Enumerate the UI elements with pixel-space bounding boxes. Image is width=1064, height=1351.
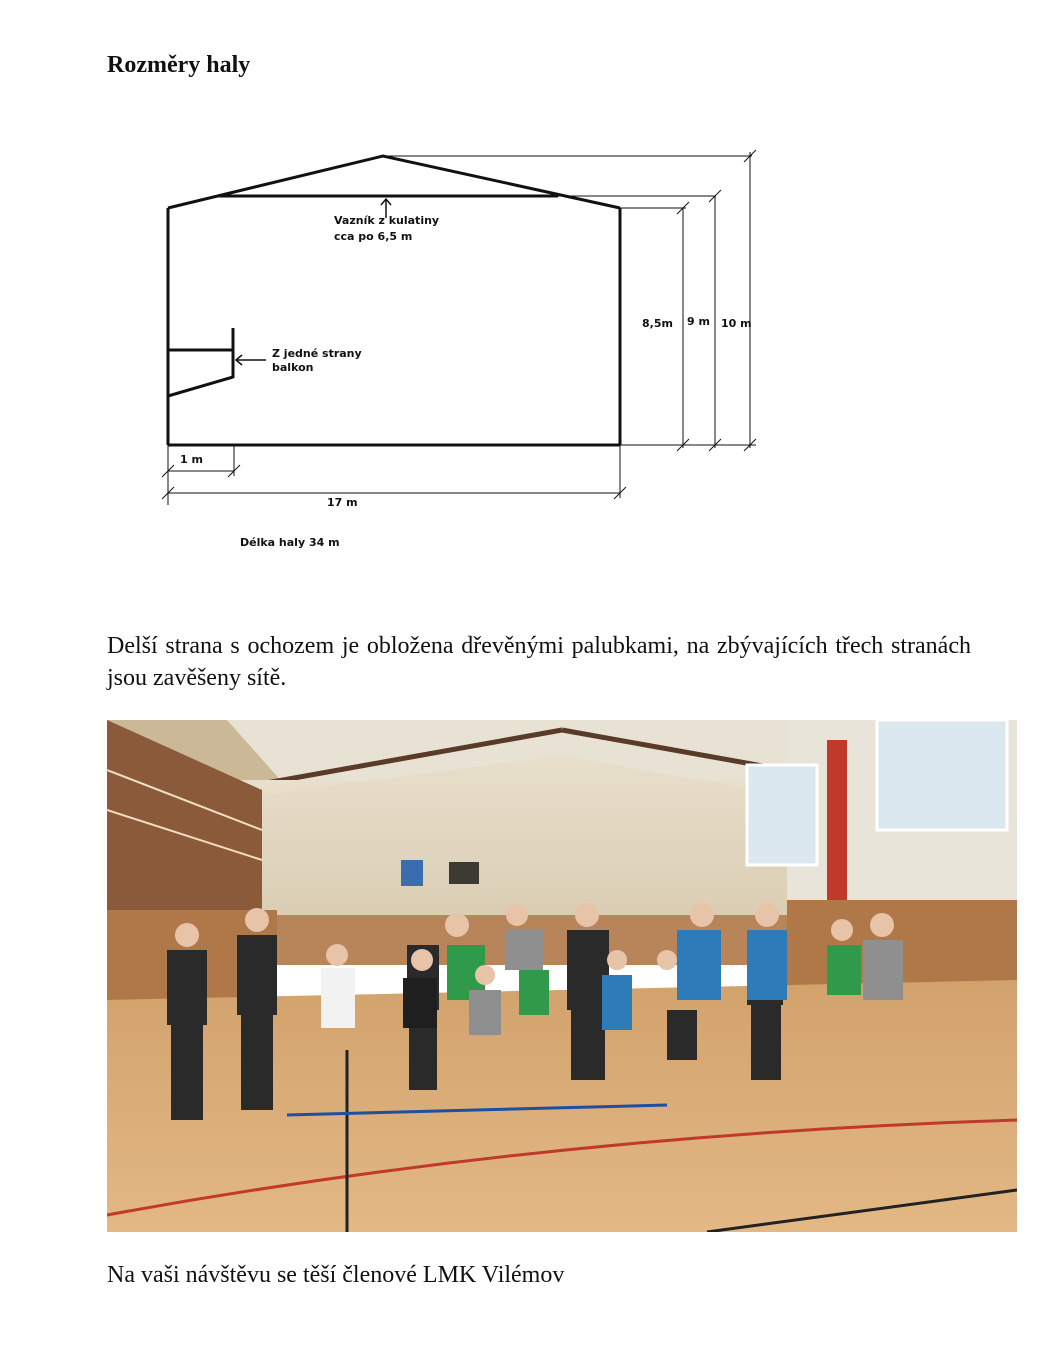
hall-width-label: 17 m [327, 496, 358, 509]
hall-length-label: Délka haly 34 m [240, 536, 340, 549]
roof-outline [168, 156, 620, 208]
hall-dimensions-diagram [0, 130, 800, 570]
scoreboard [449, 862, 479, 884]
balcony-underside [168, 377, 233, 396]
truss-label-2: cca po 6,5 m [334, 230, 413, 243]
truss-label: Vazník z kulatiny [334, 214, 440, 227]
balcony-label-2: balkon [272, 361, 314, 374]
width-dimension-lines [162, 445, 626, 505]
height-label-total: 10 m [721, 317, 752, 330]
height-label-mid: 9 m [687, 315, 710, 328]
balcony-width-label: 1 m [180, 453, 203, 466]
description-paragraph: Delší strana s ochozem je obložena dřevěnými palubkami, na zbývajících třech stranách jsou zavěšeny sítě. [107, 633, 971, 691]
height-label-wall: 8,5m [642, 317, 673, 330]
wall-emblem [401, 860, 423, 886]
group-photo [107, 720, 1017, 1232]
photo-caption: Na vaši návštěvu se těší členové LMK Vilémov [107, 1262, 565, 1288]
balcony-label: Z jedné strany [272, 347, 362, 360]
page-heading: Rozměry haly [107, 52, 251, 78]
